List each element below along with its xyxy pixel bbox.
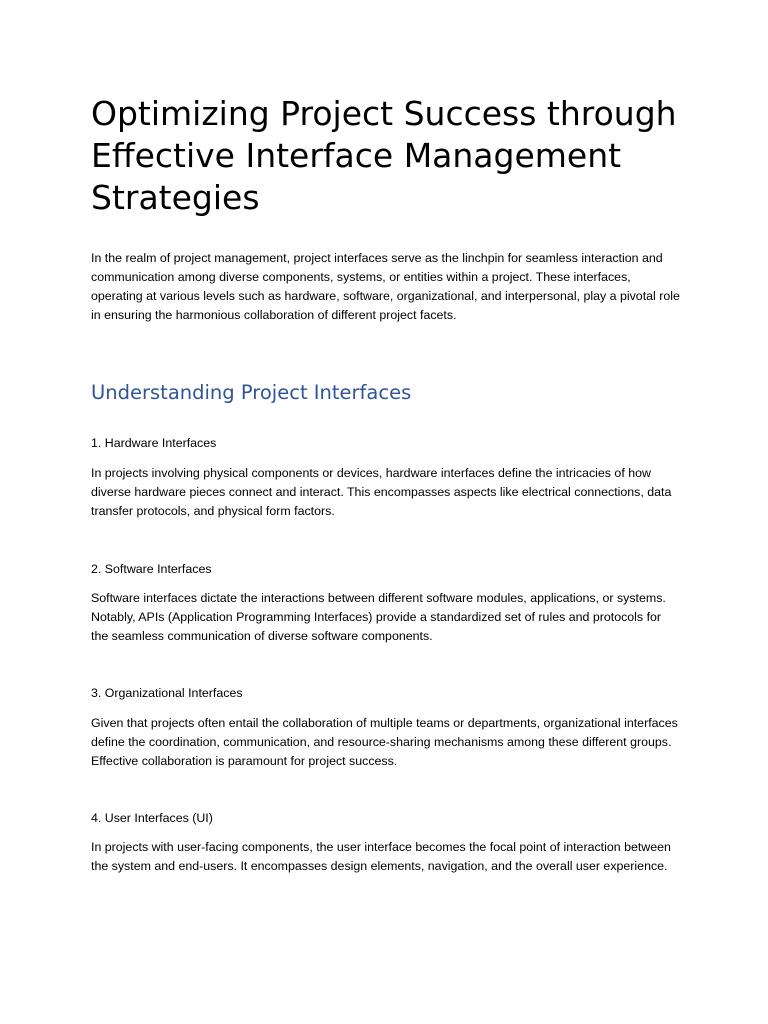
- item-heading-hardware: 1. Hardware Interfaces: [91, 436, 217, 450]
- item-heading-software: 2. Software Interfaces: [91, 562, 212, 576]
- item-body-organizational: Given that projects often entail the collaboration of multiple teams or departments, organizational interfaces define the coordination, communication, and resource-sharing mechanisms among these different groups. Effective collaboration is paramount for project success.: [91, 716, 678, 768]
- item-body-software: Software interfaces dictate the interactions between different software modules, applications, or systems. Notably, APIs (Application Programming Interfaces) provide a standardized set of rules and protocols for the seamless communication of diverse software components.: [91, 591, 666, 643]
- item-heading-organizational: 3. Organizational Interfaces: [91, 686, 243, 700]
- item-body-hardware: In projects involving physical components or devices, hardware interfaces define the intricacies of how diverse hardware pieces connect and interact. This encompasses aspects like electrical connections, data transfer protocols, and physical form factors.: [91, 466, 672, 518]
- item-body-user-interfaces: In projects with user-facing components, the user interface becomes the focal point of interaction between the system and end-users. It encompasses design elements, navigation, and the overall user experience.: [91, 840, 671, 873]
- item-heading-user-interfaces: 4. User Interfaces (UI): [91, 811, 213, 825]
- document-title: Optimizing Project Success through Effective Interface Management Strategies: [91, 94, 677, 217]
- intro-paragraph: In the realm of project management, project interfaces serve as the linchpin for seamless interaction and communication among diverse components, systems, or entities within a project. These interfaces, operating at various levels such as hardware, software, organizational, and interpersonal, play a pivotal role in ensuring the harmonious collaboration of different project facets.: [91, 251, 680, 322]
- section-heading: Understanding Project Interfaces: [91, 381, 412, 404]
